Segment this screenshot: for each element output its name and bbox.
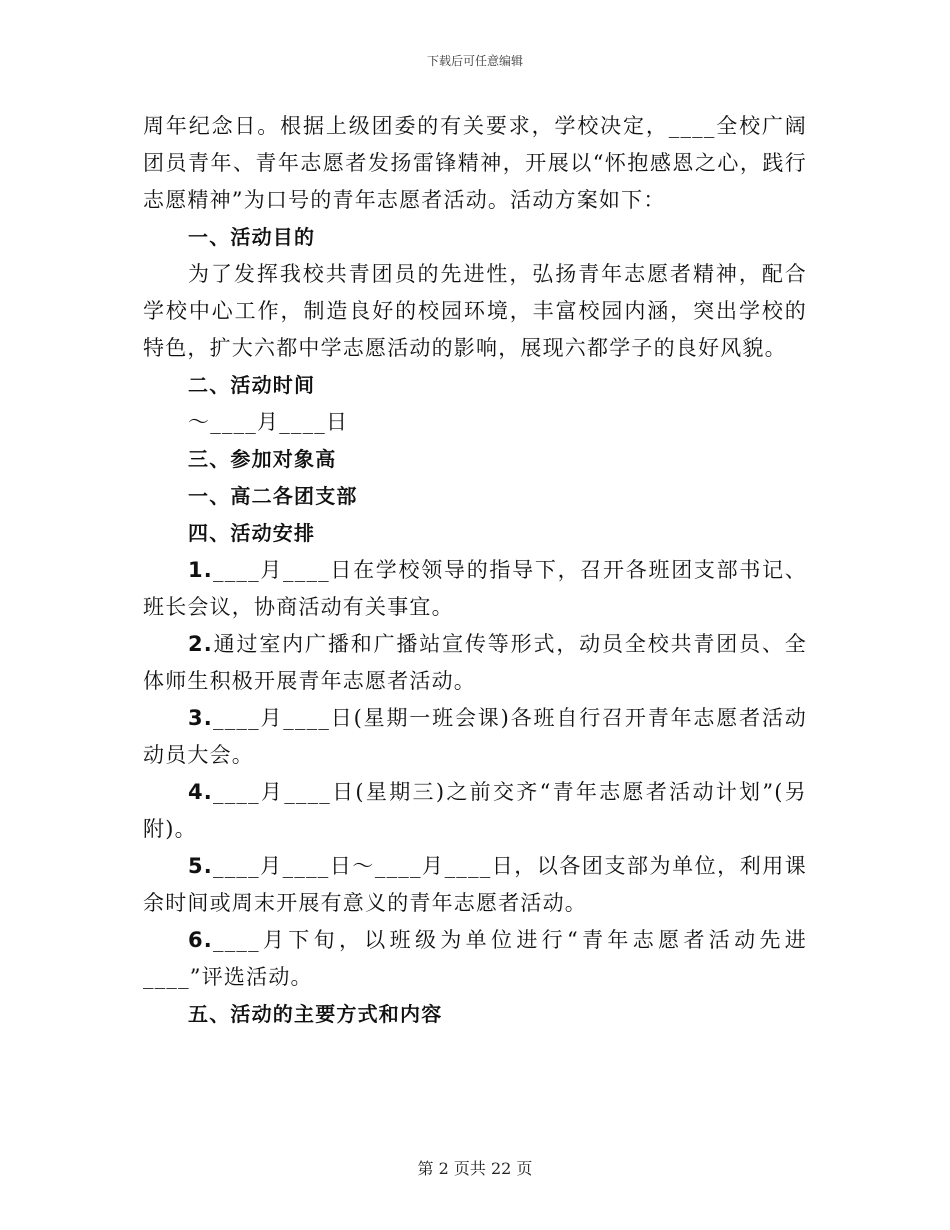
arrangement-item-4 — [143, 774, 807, 848]
arrangement-item-5 — [143, 848, 807, 922]
item-number: 4. — [188, 780, 213, 804]
section-5-heading: 五、活动的主要方式和内容 — [188, 1002, 443, 1026]
arrangement-item-2 — [143, 626, 807, 700]
item-number: 1. — [188, 558, 213, 582]
item-text: ____月____日(星期一班会课)各班自行召开青年志愿者活动动员大会。 — [143, 706, 807, 767]
section-1-paragraph: 为了发挥我校共青团员的先进性，弘扬青年志愿者精神，配合学校中心工作，制造良好的校园环境，丰富校园内涵，突出学校的特色，扩大六都中学志愿活动的影响，展现六都学子的良好风貌。 — [143, 262, 807, 360]
intro-paragraph: 周年纪念日。根据上级团委的有关要求，学校决定，____全校广阔团员青年、青年志愿者发扬雷锋精神，开展以“怀抱感恩之心，践行志愿精神”为口号的青年志愿者活动。活动方案如下： — [143, 114, 807, 212]
arrangement-item-6 — [143, 922, 807, 996]
item-text: ____月下旬，以班级为单位进行“青年志愿者活动先进____”评选活动。 — [143, 928, 807, 989]
arrangement-item-1 — [143, 552, 807, 626]
page-number-footer: 第 2 页共 22 页 — [417, 1159, 533, 1178]
item-text: ____月____日～____月____日，以各团支部为单位，利用课余时间或周末开展有意义的青年志愿者活动。 — [143, 854, 807, 915]
item-number: 6. — [188, 928, 213, 952]
item-text: ____月____日在学校领导的指导下，召开各班团支部书记、班长会议，协商活动有关事宜。 — [143, 558, 807, 619]
item-text: 通过室内广播和广播站宣传等形式，动员全校共青团员、全体师生积极开展青年志愿者活动。 — [143, 632, 807, 693]
section-2-heading: 二、活动时间 — [188, 373, 316, 397]
section-3-subheading: 一、高二各团支部 — [188, 484, 358, 508]
section-2-paragraph: ～____月____日 — [188, 410, 349, 434]
arrangement-item-3 — [143, 700, 807, 774]
document-body — [143, 108, 807, 1033]
section-4-heading: 四、活动安排 — [188, 521, 316, 545]
item-number: 5. — [188, 854, 213, 878]
page-header-note: 下载后可任意编辑 — [426, 54, 523, 68]
section-3-heading: 三、参加对象高 — [188, 447, 337, 471]
item-text: ____月____日(星期三)之前交齐“青年志愿者活动计划”(另附)。 — [143, 780, 807, 841]
section-1-heading: 一、活动目的 — [188, 225, 316, 249]
item-number: 2. — [188, 632, 213, 656]
item-number: 3. — [188, 706, 213, 730]
